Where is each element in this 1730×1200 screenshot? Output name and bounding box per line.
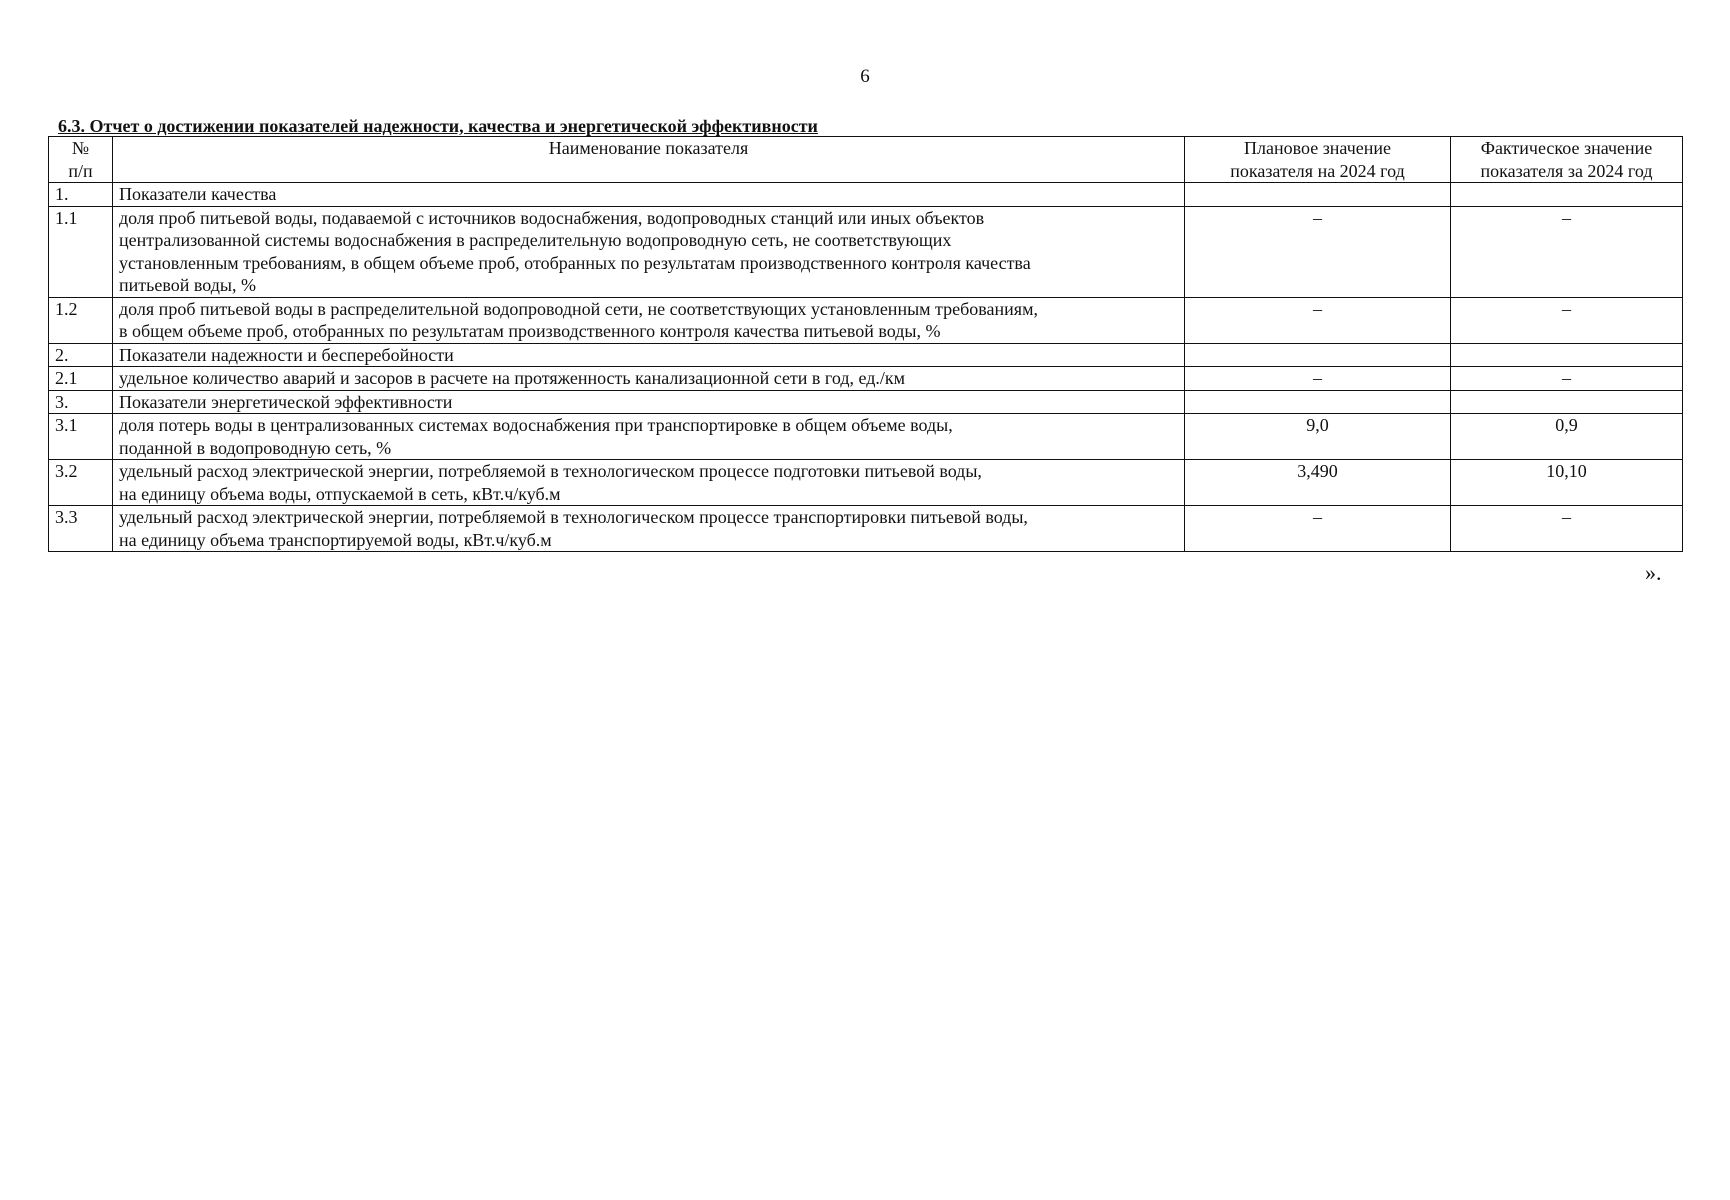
row-indicator-name: [113, 367, 1185, 391]
row-actual-value: –: [1451, 206, 1683, 297]
row-indicator-name: [113, 390, 1185, 414]
indicator-name-line: установленным требованиям, в общем объеме проб, отобранных по результатам производственного контроля качества: [119, 252, 1031, 273]
row-indicator-name: [113, 297, 1185, 343]
header-plan-line1: Плановое значение: [1244, 138, 1391, 158]
indicator-name-line: в общем объеме проб, отобранных по результатам производственного контроля качества питьевой воды, %: [119, 321, 941, 341]
header-number-line1: №: [71, 138, 90, 158]
indicator-name-line: удельный расход электрической энергии, потребляемой в технологическом процессе транспортировки питьевой воды,: [119, 507, 1028, 527]
indicator-name-line: Показатели качества: [119, 184, 277, 204]
row-actual-value: –: [1451, 506, 1683, 552]
table-row: [49, 460, 1683, 506]
table-row: [49, 414, 1683, 460]
indicator-name-line: удельное количество аварий и засоров в расчете на протяженность канализационной сети в год, ед./км: [119, 368, 906, 388]
row-indicator-name: [113, 183, 1185, 207]
row-actual-value: –: [1451, 367, 1683, 391]
row-planned-value: –: [1185, 367, 1451, 391]
header-plan-line2: показателя на 2024 год: [1230, 160, 1405, 181]
indicator-name-line: доля проб питьевой воды, подаваемой с источников водоснабжения, водопроводных станций или иных объектов: [119, 207, 985, 228]
row-actual-value: –: [1451, 297, 1683, 343]
table-header-row: [49, 137, 1683, 183]
row-indicator-name: [113, 414, 1185, 460]
row-planned-value: [1185, 183, 1451, 207]
table-body: [49, 183, 1683, 552]
row-number: 3.3: [49, 506, 113, 552]
row-planned-value: [1185, 343, 1451, 367]
row-planned-value: [1185, 390, 1451, 414]
indicator-name-line: доля проб питьевой воды в распределительной водопроводной сети, не соответствующих установленным требованиям,: [119, 298, 1038, 319]
indicator-name-line: поданной в водопроводную сеть, %: [119, 437, 392, 458]
indicator-name-line: централизованной системы водоснабжения в распределительную водопроводную сеть, не соответствующих: [119, 230, 952, 250]
row-indicator-name: [113, 460, 1185, 506]
row-number: 2.1: [49, 367, 113, 391]
row-actual-value: [1451, 390, 1683, 414]
section-title: 6.3. Отчет о достижении показателей надежности, качества и энергетической эффективности: [58, 116, 818, 136]
row-planned-value: 3,490: [1185, 460, 1451, 506]
header-number: [49, 137, 113, 183]
indicator-name-line: Показатели энергетической эффективности: [119, 391, 453, 412]
indicators-table: [48, 136, 1683, 552]
closing-quote-mark: ».: [1645, 560, 1662, 585]
indicator-name-line: удельный расход электрической энергии, потребляемой в технологическом процессе подготовки питьевой воды,: [119, 461, 982, 481]
table-row: [49, 506, 1683, 552]
row-number: 3.2: [49, 460, 113, 506]
row-actual-value: [1451, 183, 1683, 207]
indicator-name-line: на единицу объема транспортируемой воды, кВт.ч/куб.м: [119, 529, 552, 550]
indicator-name-line: на единицу объема воды, отпускаемой в сеть, кВт.ч/куб.м: [119, 483, 561, 504]
table-row: [49, 183, 1683, 207]
row-indicator-name: [113, 506, 1185, 552]
row-planned-value: –: [1185, 206, 1451, 297]
row-number: 1.2: [49, 297, 113, 343]
indicator-name-line: Показатели надежности и бесперебойности: [119, 344, 454, 365]
row-planned-value: 9,0: [1185, 414, 1451, 460]
row-indicator-name: [113, 206, 1185, 297]
header-indicator-name: Наименование показателя: [113, 137, 1185, 183]
header-planned-value: [1185, 137, 1451, 183]
row-indicator-name: [113, 343, 1185, 367]
header-fact-line2: показателя за 2024 год: [1480, 160, 1653, 181]
row-planned-value: –: [1185, 297, 1451, 343]
row-actual-value: 10,10: [1451, 460, 1683, 506]
row-number: 2.: [49, 343, 113, 367]
row-planned-value: –: [1185, 506, 1451, 552]
table-row: [49, 343, 1683, 367]
table-row: [49, 297, 1683, 343]
row-actual-value: 0,9: [1451, 414, 1683, 460]
page-number: 6: [860, 66, 870, 87]
header-actual-value: [1451, 137, 1683, 183]
indicator-name-line: питьевой воды, %: [119, 275, 256, 295]
header-fact-line1: Фактическое значение: [1480, 138, 1653, 158]
row-number: 3.1: [49, 414, 113, 460]
table-row: [49, 206, 1683, 297]
indicator-name-line: доля потерь воды в централизованных системах водоснабжения при транспортировке в общем объеме воды,: [119, 415, 953, 435]
header-number-line2: п/п: [68, 160, 93, 181]
row-number: 1.: [49, 183, 113, 207]
table-row: [49, 390, 1683, 414]
row-number: 3.: [49, 390, 113, 414]
table-row: [49, 367, 1683, 391]
row-actual-value: [1451, 343, 1683, 367]
row-number: 1.1: [49, 206, 113, 297]
